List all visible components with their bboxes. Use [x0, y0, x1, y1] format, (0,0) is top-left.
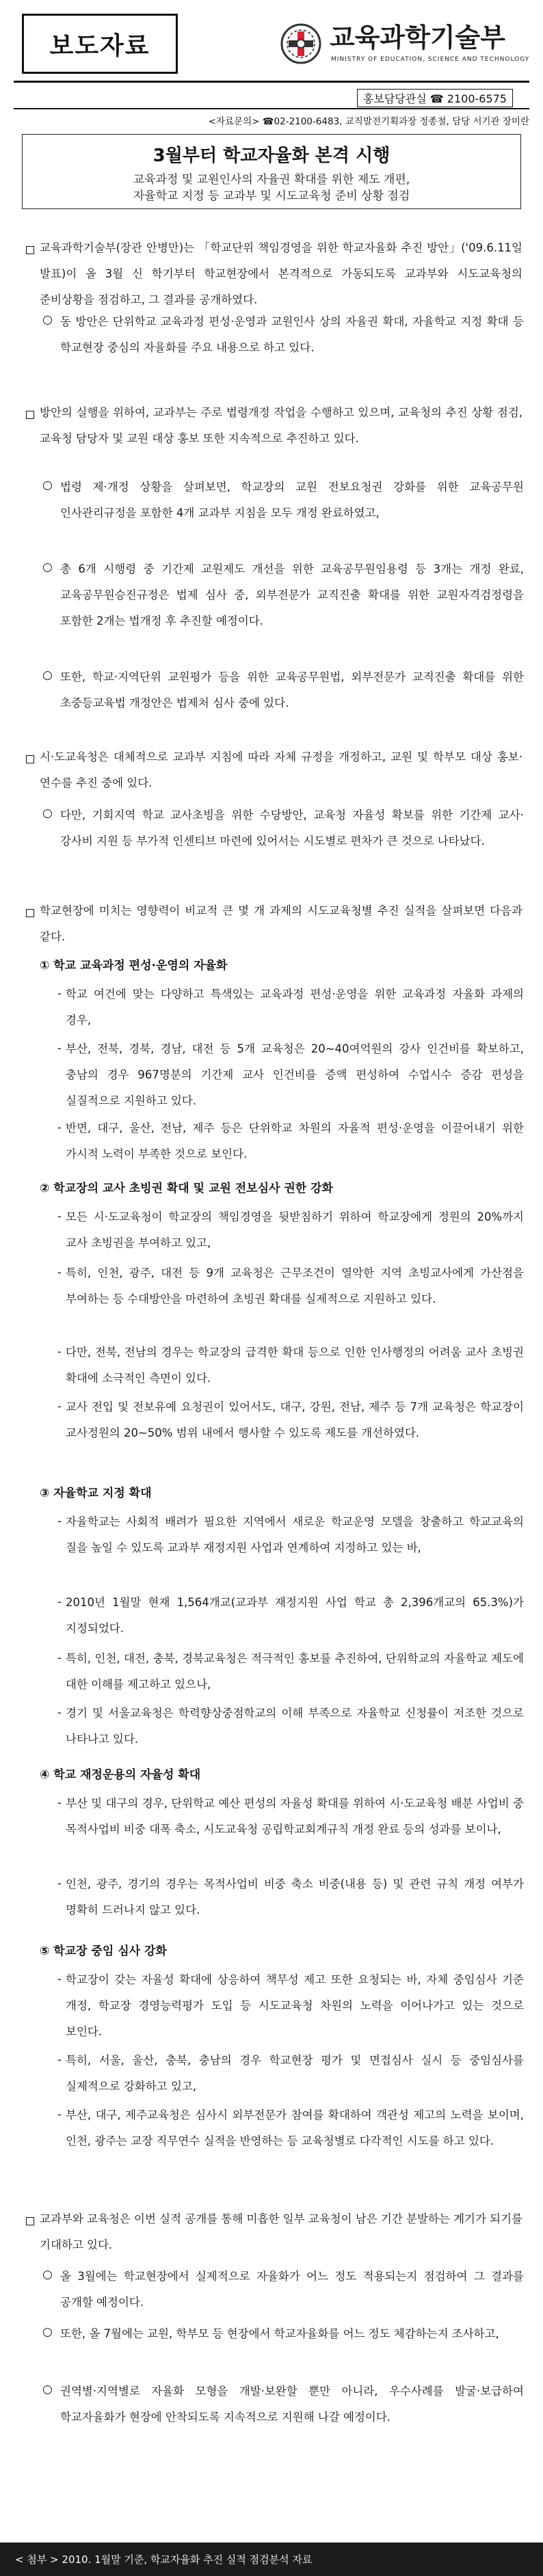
section-2-point-3: 또한, 학교·지역단위 교원평가 등을 위한 교육공무원법, 외부전문가 교직진출 확대를 위한 초중등교육법 개정안은 법제처 심사 중에 있다. [60, 670, 524, 709]
section-5-point-2: 또한, 올 7월에는 교원, 학부모 등 현장에서 학교자율화를 어느 정도 체감하는지 조사하고, [60, 2327, 499, 2340]
dash-bullet: - [57, 1266, 62, 1279]
subheadline [23, 172, 520, 204]
subsection-5-item-a: 학교장이 갖는 자율성 확대에 상응하여 책무성 제고 또한 요청되는 바, 자체 중임심사 기준 개정, 학교장 경영능력평가 도입 등 시도교육청 차원의 노력을 이어나가고 있는 것으로 보인다. [66, 1973, 524, 2038]
ministry-name-english: MINISTRY OF EDUCATION, SCIENCE AND TECHNOLOGY [331, 56, 530, 63]
dash-bullet: - [57, 1651, 62, 1664]
dash-bullet: - [57, 1877, 62, 1890]
circle-bullet: ○ [42, 2268, 53, 2281]
subsection-2-item-b: 특히, 인천, 광주, 대전 등 9개 교육청은 근무조건이 열악한 지역 초빙교사에게 가산점을 부여하는 등 수대방안을 마련하여 초빙권 확대를 실제적으로 지원하고 있다. [66, 1266, 524, 1305]
subsection-5-item-b: 특히, 서울, 울산, 충북, 충남의 경우 학교현장 평가 및 면접심사 실시 등 중임심사를 실제적으로 강화하고 있고, [66, 2054, 524, 2093]
dash-bullet: - [57, 1796, 62, 1809]
circle-bullet: ○ [42, 2325, 53, 2339]
circle-bullet: ○ [42, 2383, 53, 2396]
section-2-point-1: 법령 제·개정 상황을 살펴보면, 학교장의 교원 전보요청권 강화를 위한 교육공무원 인사관리규정을 포함한 4개 교과부 지침을 모두 개정 완료하였고, [60, 480, 524, 519]
subsection-2-heading: ② 학교장의 교사 초빙권 확대 및 교원 전보심사 권한 강화 [40, 1182, 333, 1195]
subsection-4-heading: ④ 학교 재정운용의 자율성 확대 [40, 1768, 201, 1782]
ministry-name-korean: 교육과학기술부 [330, 23, 505, 53]
section-4-paragraph: 학교현장에 미치는 영향력이 비교적 큰 몇 개 과제의 시도교육청별 추진 실적을 살펴보면 다음과 같다. [40, 904, 522, 943]
subsection-4-item-b: 인천, 광주, 경기의 경우는 목적사업비 비중 축소 비중(내용 등) 및 관련 규칙 개정 여부가 명확히 드러나지 않고 있다. [66, 1877, 524, 1916]
subsection-3-item-c: 특히, 인천, 대전, 충북, 경북교육청은 적극적인 홍보를 추진하여, 단위학교의 자율학교 제도에 대한 이해를 제고하고 있으나, [66, 1652, 524, 1691]
subsection-3-item-b: 2010년 1월말 현재 1,564개교(교과부 재정지원 사업 학교 총 2,396개교의 65.3%)가 지정되었다. [66, 1596, 524, 1635]
dash-bullet: - [57, 2108, 62, 2121]
pr-office-box: 홍보담당관실 ☎ 2100-6575 [357, 89, 513, 107]
circle-bullet: ○ [42, 560, 53, 574]
title-box [22, 134, 521, 209]
dash-bullet: - [57, 1595, 62, 1608]
dash-bullet: - [57, 1345, 62, 1358]
circle-bullet: ○ [42, 668, 53, 682]
section-1-point-1: 동 방안은 단위학교 교육과정 편성·운영과 교원인사 상의 자율권 확대, 자율학교 지정 확대 등 학교현장 중심의 자율화를 주요 내용으로 하고 있다. [60, 315, 524, 354]
section-bullet-square [26, 411, 34, 419]
subsection-2-item-a: 모든 시·도교육청이 학교장의 책임경영을 뒷받침하기 위하여 학교장에게 정원의 20%까지 교사 초빙권을 부여하고 있고, [66, 1210, 524, 1249]
subheadline-line-1: 교육과정 및 교원인사의 자율권 확대를 위한 제도 개편, [133, 173, 410, 187]
section-bullet-square [26, 2217, 34, 2225]
subsection-5-heading: ⑤ 학교장 중임 심사 강화 [40, 1944, 167, 1958]
dash-bullet: - [57, 987, 62, 1000]
subsection-3-item-a: 자율학교는 사회적 배려가 필요한 지역에서 새로운 학교운영 모델을 창출하고 학교교육의 질을 높일 수 있도록 교과부 재정지원 사업과 연계하여 지정하고 있는 바, [66, 1515, 524, 1554]
header [22, 14, 530, 75]
headline: 3월부터 학교자율화 본격 시행 [153, 146, 390, 166]
dash-bullet: - [57, 1706, 62, 1719]
header-divider [14, 81, 529, 83]
subsection-1-item-a: 학교 여건에 맞는 다양하고 특색있는 교육과정 편성·운영을 위한 교육과정 자율화 과제의 경우, [66, 988, 524, 1027]
section-bullet-square [26, 246, 34, 254]
subsection-1-item-b: 부산, 전북, 경북, 경남, 대전 등 5개 교육청은 20~40여억원의 강사 인건비를 확보하고, 충남의 경우 967명분의 기간제 교사 인건비를 증액 편성하여 수업시수 증감 편성을 실질적으로 지원하고 있다. [66, 1042, 524, 1107]
attachment-footer: < 첨부 > 2010. 1월말 기준, 학교자율화 추진 실적 점검분석 자료 [0, 2543, 543, 2576]
section-5-point-3: 권역별·지역별로 자율화 모형을 개발·보완할 뿐만 아니라, 우수사례를 발굴·보급하여 학교자율화가 현장에 안착되도록 지속적으로 지원해 나갈 예정이다. [60, 2385, 524, 2424]
circle-bullet: ○ [42, 313, 53, 327]
section-2-point-2: 총 6개 시행령 중 기간제 교원제도 개선을 위한 교육공무원임용령 등 3개는 개정 완료, 교육공무원승진규정은 법제 심사 중, 외부전문가 교직진출 확대를 위한 교원자격검정령을 포함한 2개는 법개정 후 추진할 예정이다. [60, 562, 524, 627]
subsection-1-item-c: 반면, 대구, 울산, 전남, 제주 등은 단위학교 차원의 자율적 편성·운영을 이끌어내기 위한 가시적 노력이 부족한 것으로 보인다. [66, 1122, 524, 1161]
section-bullet-square [26, 909, 34, 917]
section-5-point-1: 올 3월에는 학교현장에서 실제적으로 자율화가 어느 정도 적용되는지 점검하여 그 결과를 공개할 예정이다. [60, 2270, 524, 2309]
section-2-paragraph: 방안의 실행을 위하여, 교과부는 주로 법령개정 작업을 수행하고 있으며, 교육청의 추진 상황 점검, 교육청 담당자 및 교원 대상 홍보 또한 지속적으로 추진하고 있다. [40, 406, 522, 445]
dash-bullet: - [57, 1121, 62, 1134]
ministry-emblem-icon [279, 22, 323, 66]
dash-bullet: - [57, 1400, 62, 1413]
pr-office-contact [14, 89, 513, 107]
circle-bullet: ○ [42, 806, 53, 820]
section-3-point-1: 다만, 기회지역 학교 교사초빙을 위한 수당방안, 교육청 자율성 확보를 위한 기간제 교사·강사비 지원 등 부가적 인센티브 마련에 있어서는 시도별로 편차가 큰 것으로 나타났다. [60, 809, 524, 848]
subheadline-line-2: 자율학교 지정 등 교과부 및 시도교육청 준비 상황 점검 [133, 189, 410, 203]
ministry-logo [279, 16, 530, 74]
subsection-2-item-c: 다만, 전북, 전남의 경우는 학교장의 급격한 확대 등으로 인한 인사행정의 어려움 교사 초빙권 확대에 소극적인 측면이 있다. [66, 1346, 524, 1385]
subsection-3-item-d: 경기 및 서울교육청은 학력향상중점학교의 이해 부족으로 자율학교 신청률이 저조한 것으로 나타나고 있다. [66, 1707, 524, 1746]
section-3-paragraph: 시·도교육청은 대체적으로 교과부 지침에 따라 자체 규정을 개정하고, 교원 및 학부모 대상 홍보·연수를 추진 중에 있다. [40, 750, 522, 789]
contact-divider [14, 108, 529, 109]
circle-bullet: ○ [42, 478, 53, 492]
dash-bullet: - [57, 1042, 62, 1055]
section-5-paragraph: 교과부와 교육청은 이번 실적 공개를 통해 미흡한 일부 교육청이 남은 기간 분발하는 계기가 되기를 기대하고 있다. [40, 2212, 522, 2251]
subsection-3-heading: ③ 자율학교 지정 확대 [40, 1487, 152, 1500]
subsection-4-item-a: 부산 및 대구의 경우, 단위학교 예산 편성의 자율성 확대를 위하여 시·도교육청 배분 사업비 중 목적사업비 비중 대폭 축소, 시도교육청 공립학교회계규칙 개정 완료 등의 성과를 보이나, [66, 1797, 524, 1836]
subsection-5-item-c: 부산, 대구, 제주교육청은 심사시 외부전문가 참여를 확대하여 객관성 제고의 노력을 보이며, 인천, 광주는 교장 직무연수 실적을 반영하는 등 교육청별로 다각적인 시도를 하고 있다. [66, 2109, 524, 2147]
dash-bullet: - [57, 2053, 62, 2066]
subsection-1-heading: ① 학교 교육과정 편성·운영의 자율화 [40, 959, 228, 973]
press-release-label: 보도자료 [22, 14, 178, 74]
dash-bullet: - [57, 1210, 62, 1223]
inquiry-line: <자료문의> ☎02-2100-6483, 교직발전기획과장 정종철, 담당 서기관 장미란 [208, 116, 529, 127]
dash-bullet: - [57, 1515, 62, 1528]
subsection-2-item-d: 교사 전입 및 전보유예 요청권이 있어서도, 대구, 강원, 전남, 제주 등 7개 교육청은 학교장이 교사정원의 20~50% 범위 내에서 행사할 수 있도록 제도를 개선하였다. [66, 1400, 524, 1439]
section-bullet-square [26, 755, 34, 763]
section-1-paragraph: 교육과학기술부(장관 안병만)는 「학교단위 책임경영을 위한 학교자율화 추진 방안」('09.6.11일 발표)이 올 3월 신 학기부터 학교현장에서 본격적으로 가동되도록 교과부와 시도교육청의 준비상황을 점검하고, 그 결과를 공개하였다. [40, 241, 522, 306]
dash-bullet: - [57, 1972, 62, 1985]
